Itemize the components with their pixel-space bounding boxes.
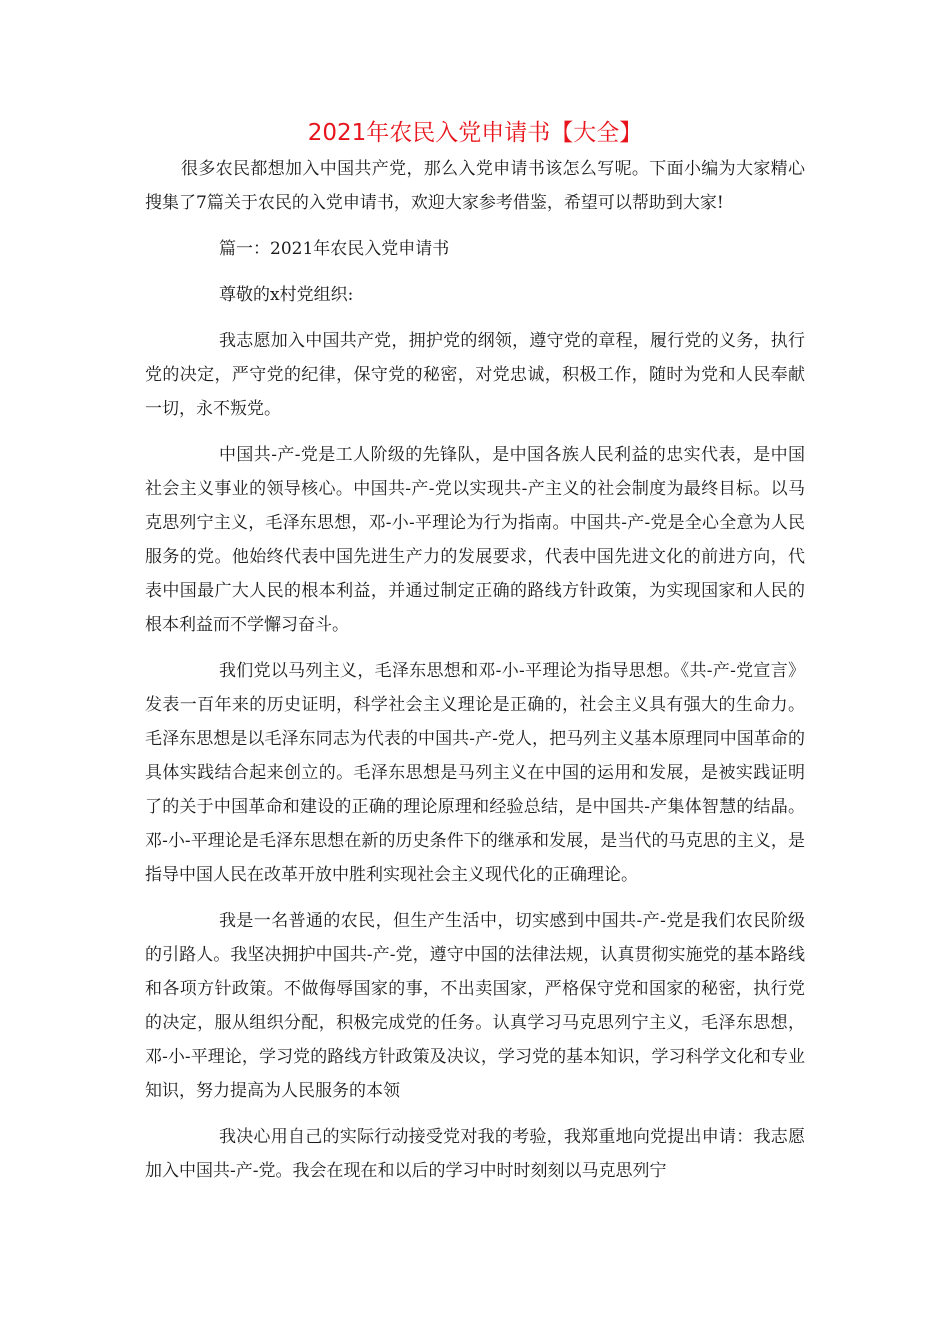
body-paragraph: 我决心用自己的实际行动接受党对我的考验，我郑重地向党提出申请：我志愿加入中国共-产-党。我会在现在和以后的学习中时时刻刻以马克思列宁 xyxy=(145,1127,805,1181)
body-paragraph: 我是一名普通的农民，但生产生活中，切实感到中国共-产-党是我们农民阶级的引路人。我坚决拥护中国共-产-党，遵守中国的法律法规，认真贯彻实施党的基本路线和各项方针政策。不做侮辱国家的事，不出卖国家，严格保守党和国家的秘密，执行党的决定，服从组织分配，积极完成党的任务。认真学习马克思列宁主义，毛泽东思想，邓-小-平理论，学习党的路线方针政策及决议，学习党的基本知识，学习科学文化和专业知识，努力提高为人民服务的本领 xyxy=(145,911,805,1101)
body-paragraph: 中国共-产-党是工人阶级的先锋队，是中国各族人民利益的忠实代表，是中国社会主义事业的领导核心。中国共-产-党以实现共-产主义的社会制度为最终目标。以马克思列宁主义，毛泽东思想，邓-小-平理论为行为指南。中国共-产-党是全心全意为人民服务的党。他始终代表中国先进生产力的发展要求，代表中国先进文化的前进方向，代表中国最广大人民的根本利益，并通过制定正确的路线方针政策，为实现国家和人民的根本利益而不学懈习奋斗。 xyxy=(145,445,805,635)
body-paragraph: 我们党以马列主义，毛泽东思想和邓-小-平理论为指导思想。《共-产-党宣言》发表一百年来的历史证明，科学社会主义理论是正确的，社会主义具有强大的生命力。毛泽东思想是以毛泽东同志为代表的中国共-产-党人，把马列主义基本原理同中国革命的具体实践结合起来创立的。毛泽东思想是马列主义在中国的运用和发展，是被实践证明了的关于中国革命和建设的正确的理论原理和经验总结，是中国共-产集体智慧的结晶。邓-小-平理论是毛泽东思想在新的历史条件下的继承和发展，是当代的马克思的主义，是指导中国人民在改革开放中胜利实现社会主义现代化的正确理论。 xyxy=(145,661,805,885)
document-title: 2021年农民入党申请书【大全】 xyxy=(307,120,643,146)
body-paragraph: 我志愿加入中国共产党，拥护党的纲领，遵守党的章程，履行党的义务，执行党的决定，严守党的纪律，保守党的秘密，对党忠诚，积极工作，随时为党和人民奉献一切，永不叛党。 xyxy=(145,331,805,419)
section-heading: 篇一：2021年农民入党申请书 xyxy=(219,239,450,259)
salutation: 尊敬的x村党组织: xyxy=(219,285,354,305)
intro-paragraph: 很多农民都想加入中国共产党，那么入党申请书该怎么写呢。下面小编为大家精心搜集了7篇关于农民的入党申请书，欢迎大家参考借鉴，希望可以帮助到大家! xyxy=(145,159,805,213)
